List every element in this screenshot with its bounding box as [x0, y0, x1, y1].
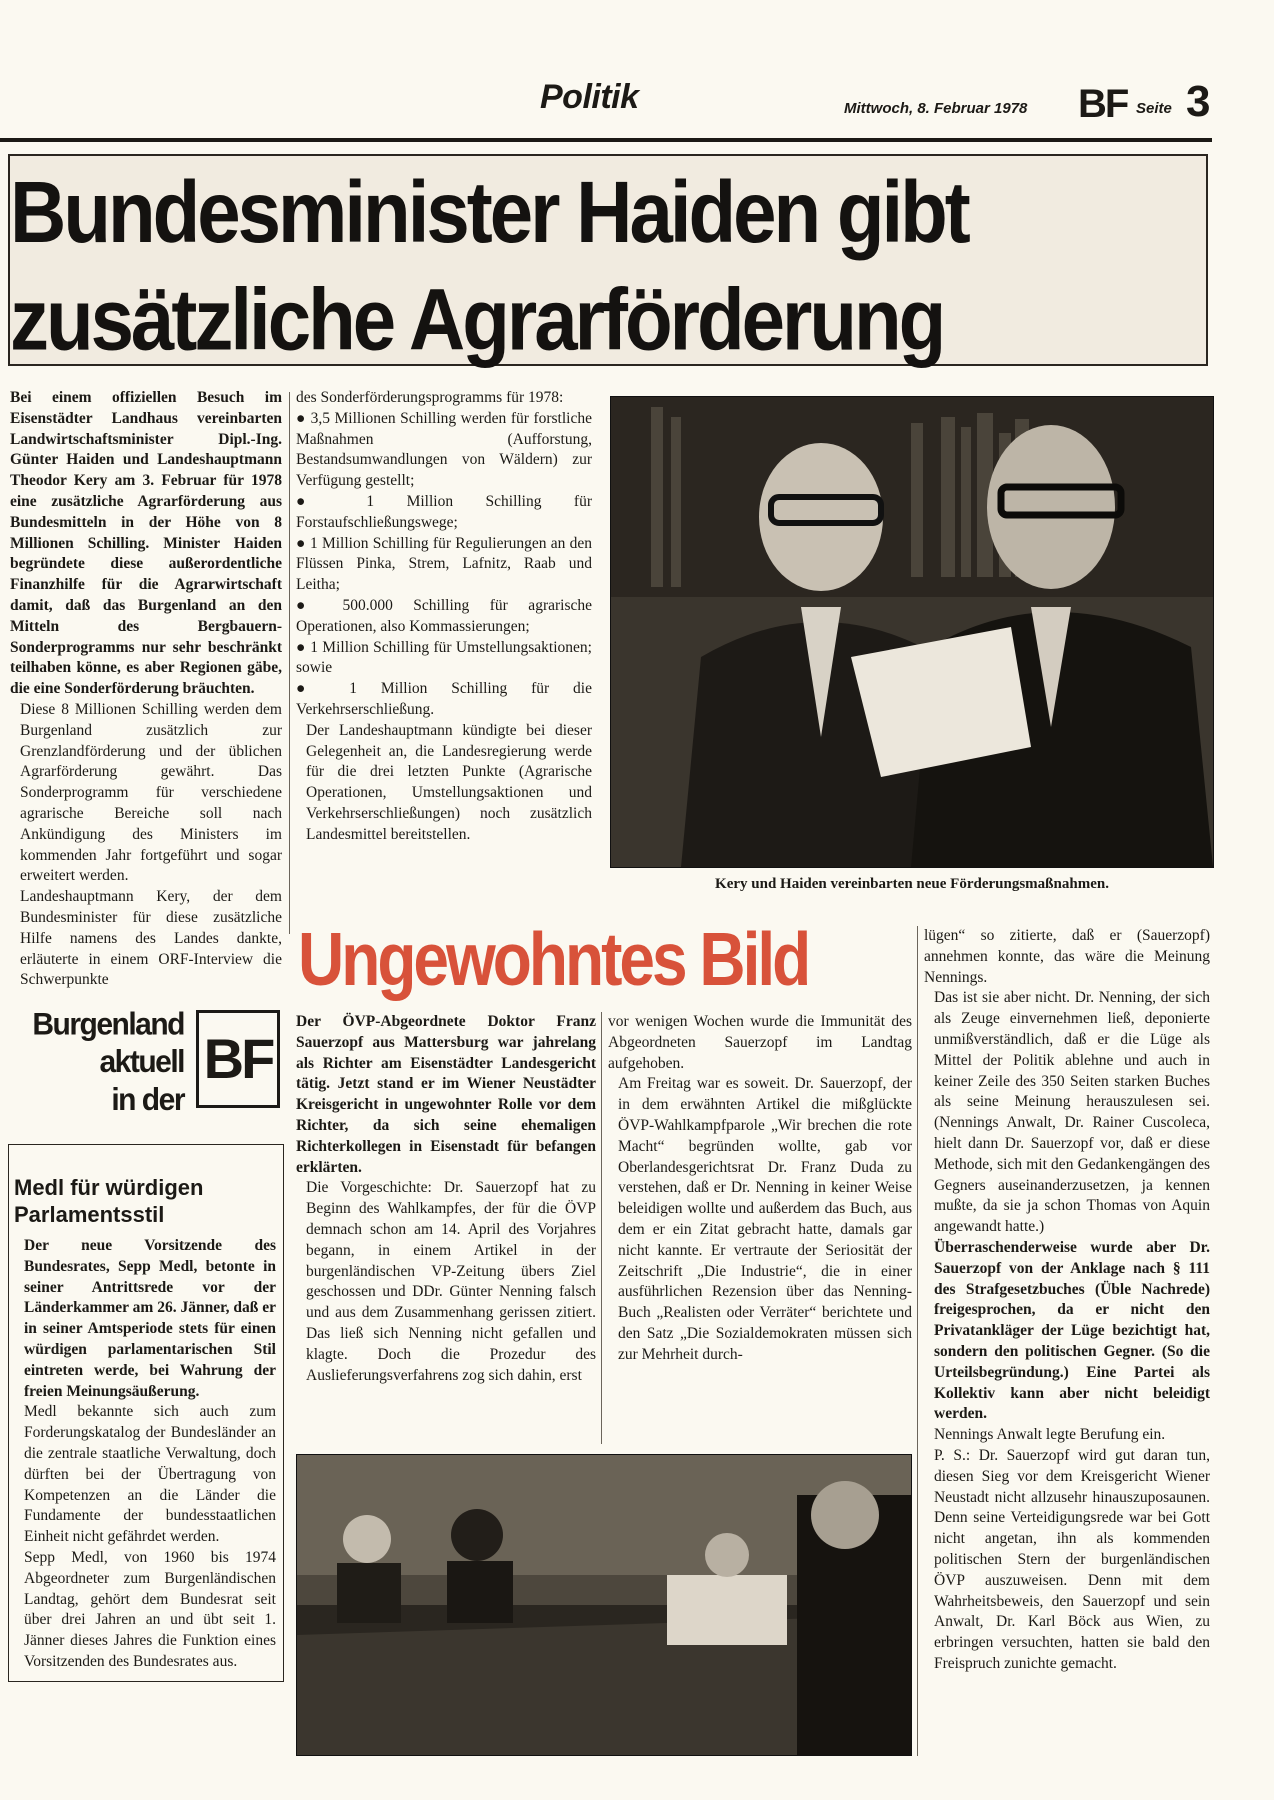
article-paragraph: Landeshauptmann Kery, der dem Bundesminister für diese zusätzliche Hilfe namens des Landes dankte, erläuterte in einem ORF-Interview die Schwerpunkte	[20, 888, 282, 989]
dateline: Mittwoch, 8. Februar 1978	[844, 100, 1028, 117]
promo-line: Burgenland	[32, 1007, 184, 1042]
header-rule	[0, 138, 1212, 142]
second-article-column-2	[608, 1012, 912, 1366]
article-paragraph: Die Vorgeschichte: Dr. Sauerzopf hat zu Beginn des Wahlkampfes, der für die ÖVP demnach schon am 14. April des Vorjahres begann, in einem Artikel in der burgenländischen VP-Zeitung übers Ziel geschossen und DDr. Günter Nenning falsch und aus dem Zusammenhang gerissen zitiert. Das ließ sich Nenning nicht gefallen und klagte. Doch die Prozedur des Auslieferungsverfahrens zog sich dahin, erst	[306, 1179, 596, 1384]
column-rule	[917, 926, 918, 1756]
article-paragraph: lügen“ so zitierte, daß er (Sauerzopf) annehmen konnte, das wäre die Meinung Nennings.	[924, 927, 1210, 986]
list-item: ● 1 Million Schilling für Umstellungsaktionen; sowie	[296, 638, 592, 680]
sidebar-paragraph: Sepp Medl, von 1960 bis 1974 Abgeordneter zum Burgenländischen Landtag, gehört dem Bundesrat seit über drei Jahren an und übt seit 1. Jänner dieses Jahres die Funktion eines Vorsitzenden des Bundesrates aus.	[24, 1548, 276, 1670]
second-article-column-1	[296, 1012, 596, 1386]
article-paragraph: Das ist sie aber nicht. Dr. Nenning, der sich als Zeuge einvernehmen ließ, deponierte unmißverständlich, daß er die Lüge als Mittel der Politik ablehne und auch in keiner Zeile des 350 Seiten starken Buches als seine Meinung herauszulesen sei. (Nennings Anwalt, Dr. Rainer Cuscoleca, hielt dann Dr. Sauerzopf vor, daß er diese Methode, sich mit den Gedankengängen des Gegners auseinanderzusetzen, ja kennen mußte, da sie ja schon Thomas von Aquin angewandt hatte.)	[934, 989, 1210, 1236]
sidebar-paragraph: Medl bekannte sich auch zum Forderungskatalog der Bundesländer an die zentrale staatliche Verwaltung, doch dürften bei der Übertragung von Kompetenzen an die Länder die Fundamente der bundesstaatlichen Einheit nicht gefährdet werden.	[24, 1403, 276, 1546]
photo-illustration	[611, 397, 1213, 867]
headline-line-2: zusätzliche Agrarförderung	[10, 270, 944, 369]
section-title: Politik	[540, 78, 639, 116]
article-paragraph: Am Freitag war es soweit. Dr. Sauerzopf, der in dem erwähnten Artikel die mißglückte ÖVP-Wahlkampfparole „Wir brechen die rote Macht“ begründen wollte, gab vor Oberlandesgerichtsrat Dr. Franz Duda zu verstehen, daß er Dr. Nenning in keiner Weise beleidigen wollte und außerdem das Buch, aus dem er ein Zitat gebracht hatte, damals gar nicht kannte. Er vertraute der Seriosität der Zeitschrift „Die Industrie“, die in einer ausführlichen Rezension über das Nenning-Buch „Realisten oder Verräter“ berichtete und den Satz „Die Sozialdemokraten müssen sich zur Mehrheit durch-	[618, 1075, 912, 1363]
article-column-1	[10, 388, 282, 991]
article-paragraph: P. S.: Dr. Sauerzopf wird gut daran tun, diesen Sieg vor dem Kreisgericht Wiener Neustadt nicht allzusehr hinauszuposaunen. Denn seine Verteidigungsrede war bei Gott nicht angetan, ihn als kommenden politischen Stern der burgenländischen ÖVP auszuweisen. Denn mit dem Wahrheitsbeweis, den Sauerzopf und sein Anwalt, Dr. Karl Böck aus Wien, zu erbringen versuchten, hatten sie bald den Freispruch zunichte gemacht.	[934, 1446, 1210, 1672]
list-item: ● 1 Million Schilling für Regulierungen an den Flüssen Pinka, Strem, Lafnitz, Raab und Leitha;	[296, 534, 592, 596]
list-item: ● 500.000 Schilling für agrarische Operationen, also Kommassierungen;	[296, 596, 592, 638]
photo-illustration	[297, 1455, 911, 1755]
article-paragraph: Diese 8 Millionen Schilling werden dem Burgenland zusätzlich zur Grenzlandförderung und der üblichen Agrarförderung gewährt. Das Sonderprogramm für verschiedene agrarische Bereiche soll nach Ankündigung des Ministers im kommenden Jahr fortgeführt und sogar erweitert werden.	[20, 700, 282, 885]
column-rule	[289, 392, 290, 934]
article-paragraph-bold: Überraschenderweise wurde aber Dr. Sauerzopf von der Anklage nach § 111 des Strafgesetzbuches (Üble Nachrede) freigesprochen, da er nicht den Privatankläger der Lüge bezichtigt hat, sondern den politischen Gegner. (So die Urteilsbegründung.) Eine Partei als Kollektiv kann aber nicht beleidigt werden.	[934, 1238, 1210, 1423]
photo-kery-haiden	[610, 396, 1214, 868]
masthead-logo: BF	[1078, 82, 1128, 126]
promo-text	[8, 1006, 184, 1119]
second-article-column-3	[924, 926, 1210, 1675]
article-lead: Bei einem offiziellen Besuch im Eisenstädter Landhaus vereinbarten Landwirtschaftsminister Dipl.-Ing. Günter Haiden und Landeshauptmann Theodor Kery am 3. Februar für 1978 eine zusätzliche Agrarförderung aus Bundesmitteln in der Höhe von 8 Millionen Schilling. Minister Haiden begründete diese außerordentliche Finanzhilfe für die Agrarwirtschaft damit, daß das Burgenland an den Mitteln des Bergbauern-Sonderprogramms nur sehr beschränkt teilhaben könne, es aber Regionen gäbe, die eine Sonderförderung bräuchten.	[10, 389, 282, 698]
promo-line: in der	[111, 1082, 184, 1118]
promo-logo: BF	[196, 1010, 280, 1108]
page-label: Seite	[1136, 100, 1172, 117]
article-paragraph: Der Landeshauptmann kündigte bei dieser Gelegenheit an, die Landesregierung werde für die drei letzten Punkte (Agrarische Operationen, Umstellungsaktionen und Verkehrserschließungen) noch zusätzlich Landesmittel bereitstellen.	[306, 721, 592, 843]
list-item: ● 3,5 Millionen Schilling werden für forstliche Maßnahmen (Aufforstung, Bestandsumwandlungen von Wäldern) zur Verfügung gestellt;	[296, 409, 592, 492]
article-paragraph: des Sonderförderungsprogramms für 1978:	[296, 389, 564, 406]
second-headline: Ungewohntes Bild	[298, 916, 809, 1002]
headline-line-1: Bundesminister Haiden gibt	[10, 162, 968, 262]
list-item: ● 1 Million Schilling für Forstaufschließungswege;	[296, 492, 592, 534]
sidebar-title: Medl für würdigen Parlamentsstil	[14, 1175, 204, 1227]
photo-caption: Kery und Haiden vereinbarten neue Förderungsmaßnahmen.	[715, 876, 1109, 892]
article-paragraph: Nennings Anwalt legte Berufung ein.	[934, 1426, 1166, 1444]
promo-line: aktuell	[99, 1044, 184, 1080]
page-number: 3	[1186, 77, 1211, 126]
sidebar-lead: Der neue Vorsitzende des Bundesrates, Sepp Medl, betonte in seiner Antrittsrede vor der Länderkammer am 26. Jänner, daß er in seiner Amtsperiode stets für einen würdigen parlamentarischen Stil eintreten werde, bei Wahrung der freien Meinungsäußerung.	[24, 1237, 276, 1400]
photo-courtroom	[296, 1454, 912, 1756]
article-paragraph: vor wenigen Wochen wurde die Immunität des Abgeordneten Sauerzopf im Landtag aufgehoben.	[608, 1013, 912, 1072]
sidebar-body	[14, 1236, 276, 1673]
list-item: ● 1 Million Schilling für die Verkehrserschließung.	[296, 679, 592, 721]
second-article-lead: Der ÖVP-Abgeordnete Doktor Franz Sauerzopf aus Mattersburg war jahrelang als Richter am Eisenstädter Landesgericht tätig. Jetzt stand er im Wiener Neustädter Kreisgericht in ungewohnter Rolle vor dem Richter, da sich seine ehemaligen Richterkollegen in Eisenstadt für befangen erklärten.	[296, 1013, 596, 1176]
column-rule	[601, 1012, 602, 1444]
article-column-2	[296, 388, 592, 846]
main-headline	[10, 158, 1200, 373]
